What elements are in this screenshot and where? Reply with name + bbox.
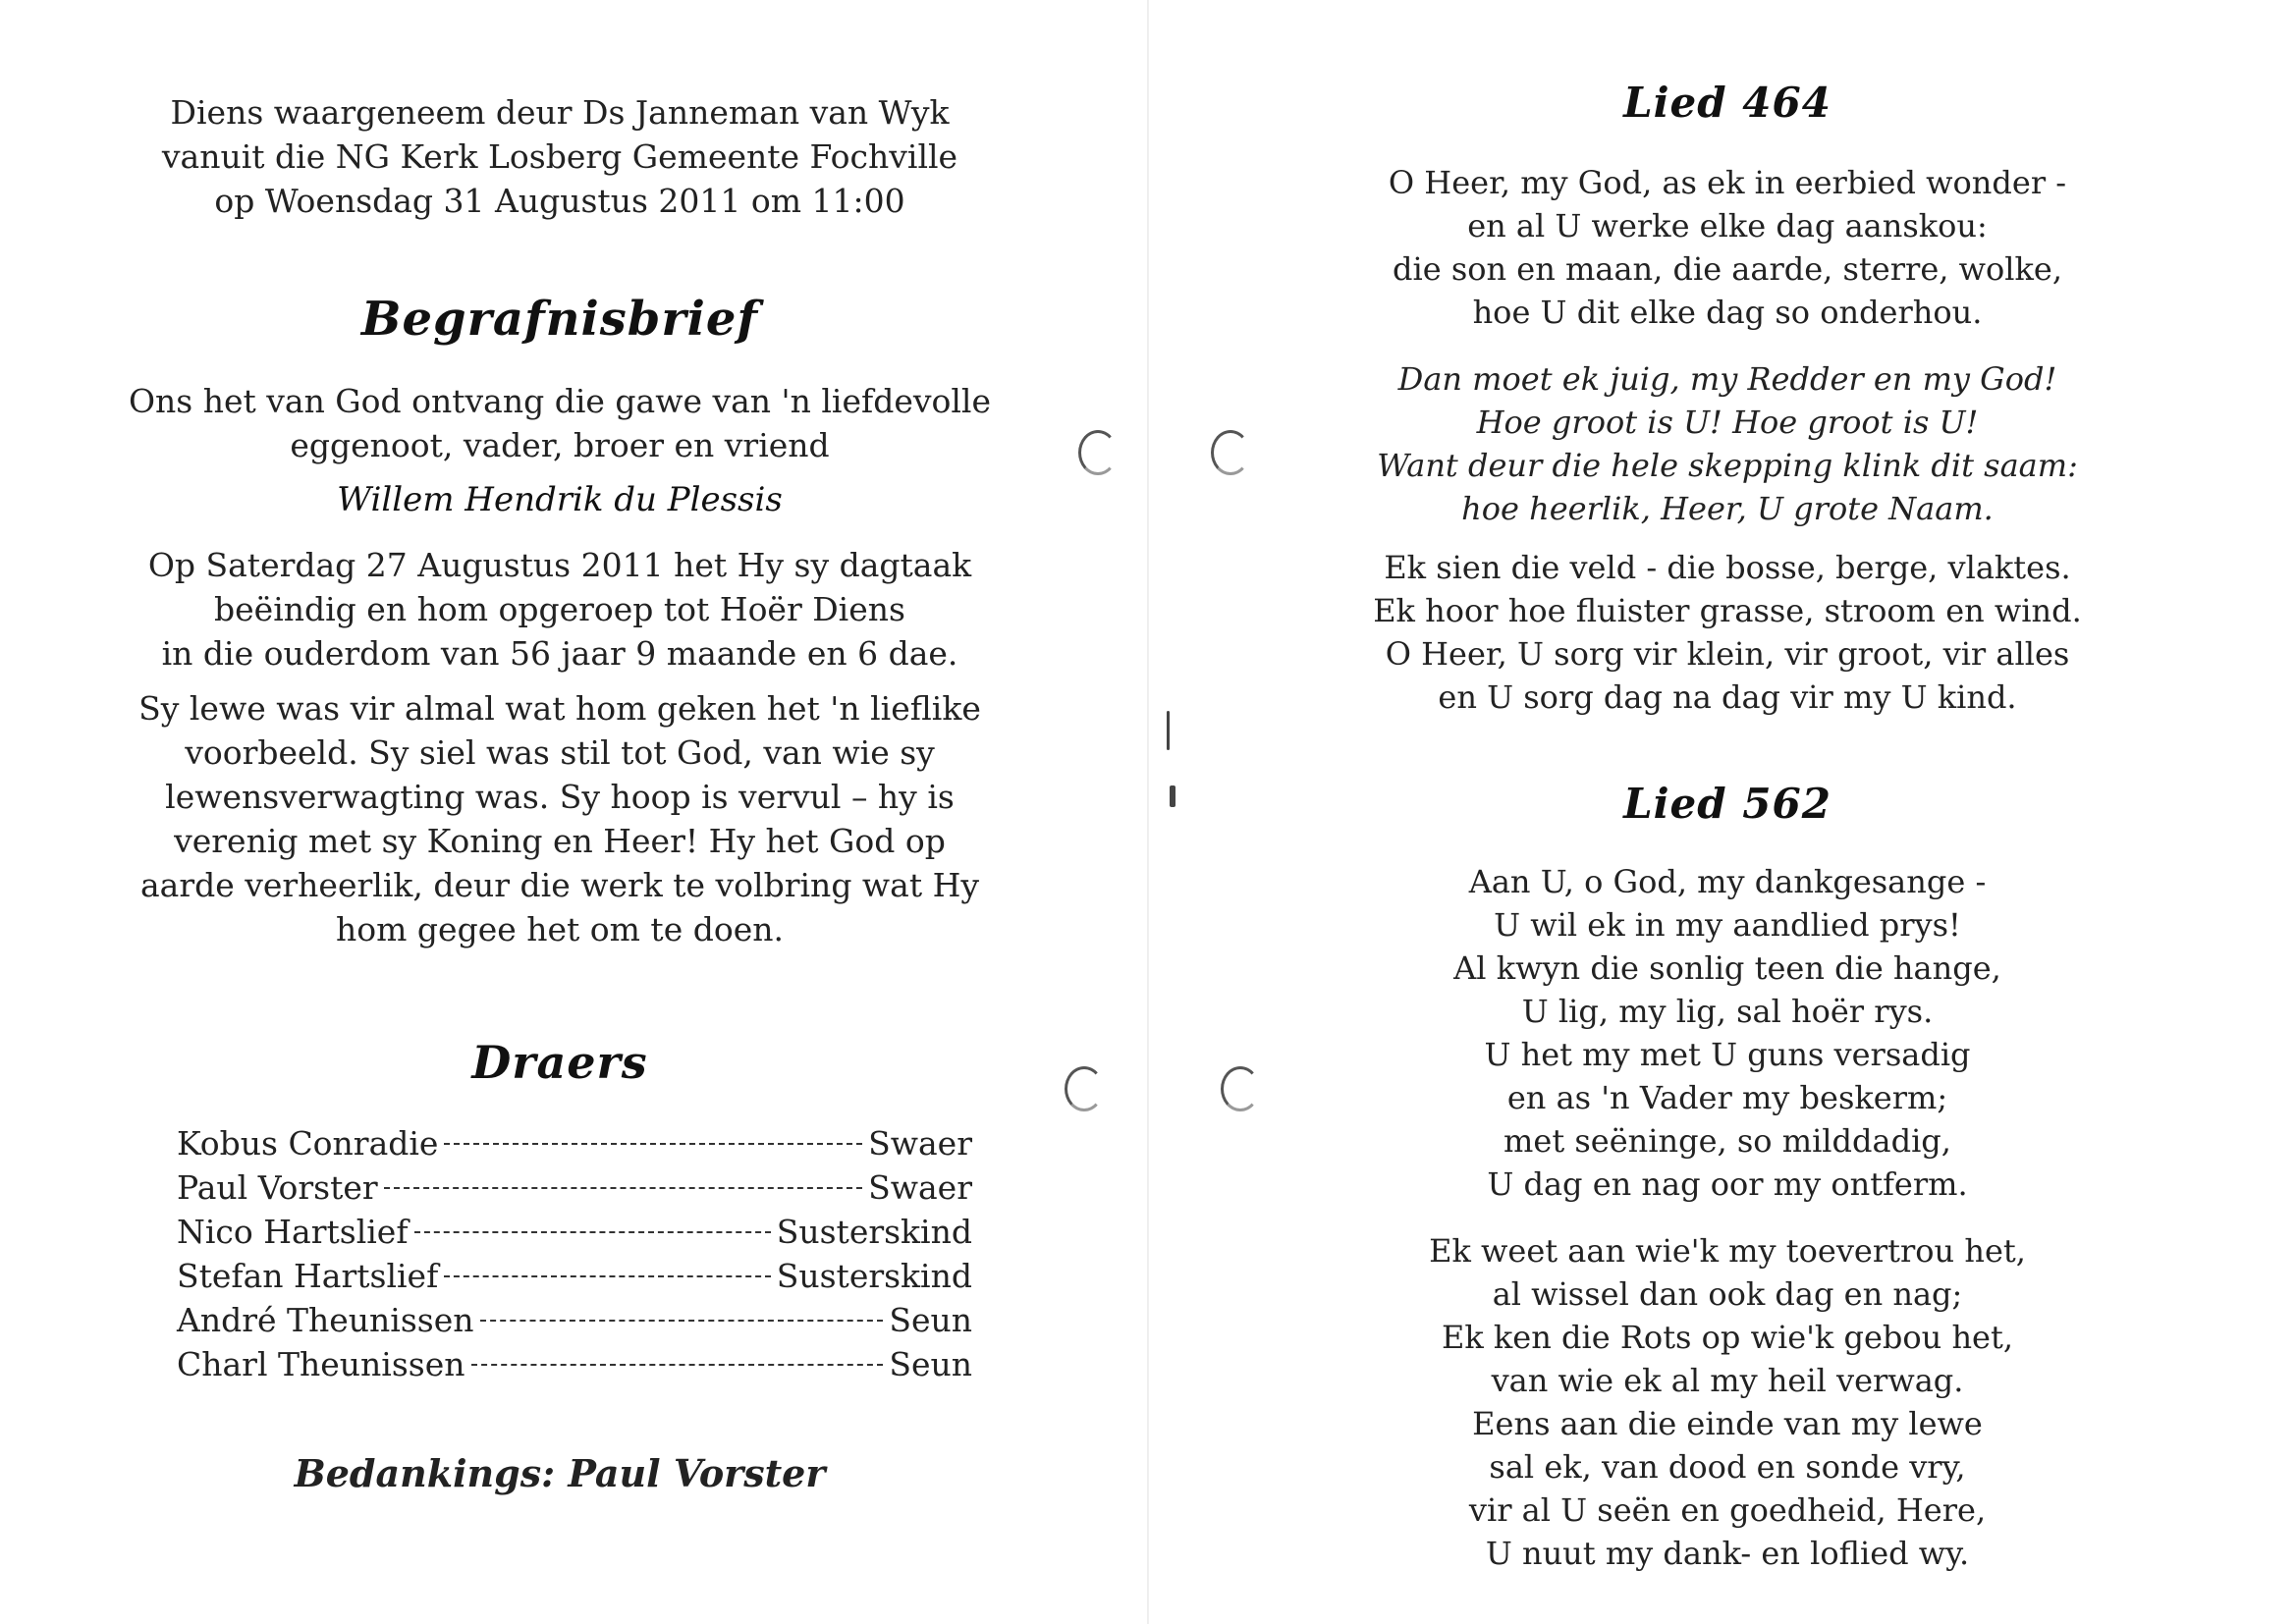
right-page <box>1148 0 2296 1624</box>
bearer-name: Charl Theunissen <box>177 1345 465 1383</box>
lyric-line: Hoe groot is U! Hoe groot is U! <box>1476 404 1979 441</box>
lyric-line: die son en maan, die aarde, sterre, wolke, <box>1393 250 2062 288</box>
lyric-line: vir al U seën en goedheid, Here, <box>1468 1491 1987 1529</box>
passing-line: Op Saterdag 27 Augustus 2011 het Hy sy dagtaak <box>147 546 972 584</box>
service-line: op Woensdag 31 Augustus 2011 om 11:00 <box>214 182 905 220</box>
lyric-line: Ek sien die veld - die bosse, berge, vlaktes. <box>1384 549 2071 586</box>
lyric-line: Al kwyn die sonlig teen die hange, <box>1453 949 2001 987</box>
tribute-line: lewensverwagting was. Sy hoop is vervul – hy is <box>165 778 955 816</box>
lyric-line: Ek weet aan wie'k my toevertrou het, <box>1429 1232 2026 1270</box>
tribute-line: verenig met sy Koning en Heer! Hy het God op <box>174 822 946 860</box>
hymn-stanza <box>1295 1229 2159 1575</box>
lyric-line: Ek hoor hoe fluister grasse, stroom en wind. <box>1373 592 2082 629</box>
bearer-role: Swaer <box>868 1168 972 1207</box>
lyric-line: Aan U, o God, my dankgesange - <box>1468 863 1987 900</box>
intro-paragraph <box>128 379 992 467</box>
bearer-role: Seun <box>889 1301 972 1339</box>
hymn-stanza <box>1295 860 2159 1206</box>
letter-title: Begrafnisbrief <box>360 292 759 347</box>
lyric-line: hoe heerlik, Heer, U grote Naam. <box>1461 490 1994 527</box>
lyric-line: sal ek, van dood en sonde vry, <box>1489 1448 1966 1486</box>
lyric-line: O Heer, U sorg vir klein, vir groot, vir alles <box>1385 635 2070 673</box>
tribute-paragraph <box>128 686 992 951</box>
lyric-line: Eens aan die einde van my lewe <box>1472 1405 1983 1442</box>
dotted-leader <box>444 1143 862 1145</box>
bearer-row <box>177 1342 972 1386</box>
dotted-leader <box>480 1320 884 1322</box>
bearers-list <box>177 1121 972 1386</box>
passing-line: in die ouderdom van 56 jaar 9 maande en 6 dae. <box>161 634 958 673</box>
bearer-row <box>177 1298 972 1342</box>
punch-hole-icon <box>1078 430 1118 475</box>
bearer-role: Susterskind <box>776 1213 972 1251</box>
bearer-row <box>177 1254 972 1298</box>
service-details <box>128 90 992 223</box>
intro-line: Ons het van God ontvang die gawe van 'n liefdevolle <box>128 382 992 420</box>
dotted-leader <box>444 1275 770 1277</box>
lyric-line: en U sorg dag na dag vir my U kind. <box>1438 678 2017 716</box>
lyric-line: van wie ek al my heil verwag. <box>1491 1362 1964 1399</box>
lyric-line: U lig, my lig, sal hoër rys. <box>1521 993 1934 1030</box>
lyric-line: hoe U dit elke dag so onderhou. <box>1472 294 1983 331</box>
service-line: Diens waargeneem deur Ds Janneman van Wyk <box>170 93 950 132</box>
lyric-line: Dan moet ek juig, my Redder en my God! <box>1397 360 2057 398</box>
tribute-line: Sy lewe was vir almal wat hom geken het 'n lieflike <box>138 689 981 728</box>
punch-hole-icon <box>1065 1066 1104 1111</box>
deceased-name: Willem Hendrik du Plessis <box>337 480 783 519</box>
lyric-line: al wissel dan ook dag en nag; <box>1492 1275 1963 1313</box>
tribute-line: hom gegee het om te doen. <box>336 910 784 948</box>
paper-mark-icon <box>1167 711 1170 750</box>
bearer-role: Swaer <box>868 1124 972 1163</box>
lyric-line: met seëninge, so milddadig, <box>1503 1122 1951 1160</box>
lyric-line: U dag en nag oor my ontferm. <box>1487 1165 1968 1203</box>
hymn-title: Lied 562 <box>1623 780 1831 828</box>
bearer-name: André Theunissen <box>177 1301 474 1339</box>
bearer-row <box>177 1121 972 1165</box>
dotted-leader <box>384 1187 863 1189</box>
hymn-title: Lied 464 <box>1623 79 1831 127</box>
tribute-line: aarde verheerlik, deur die werk te volbring wat Hy <box>139 866 980 904</box>
thanks-line: Bedankings: Paul Vorster <box>294 1451 826 1495</box>
hymn-stanza <box>1295 546 2159 719</box>
dotted-leader <box>414 1231 771 1233</box>
service-line: vanuit die NG Kerk Losberg Gemeente Fochville <box>161 137 958 176</box>
bearers-title: Draers <box>471 1036 648 1089</box>
lyric-line: U het my met U guns versadig <box>1484 1036 1971 1073</box>
passing-paragraph <box>128 543 992 676</box>
hymn-stanza <box>1295 161 2159 334</box>
punch-hole-icon <box>1211 430 1250 475</box>
hymn-chorus <box>1295 357 2159 530</box>
lyric-line: en al U werke elke dag aanskou: <box>1467 207 1988 244</box>
bearer-name: Nico Hartslief <box>177 1213 409 1251</box>
bearer-name: Paul Vorster <box>177 1168 378 1207</box>
punch-hole-icon <box>1221 1066 1260 1111</box>
passing-line: beëindig en hom opgeroep tot Hoër Diens <box>214 590 905 628</box>
bearer-row <box>177 1165 972 1210</box>
dotted-leader <box>471 1364 884 1366</box>
lyric-line: Ek ken die Rots op wie'k gebou het, <box>1441 1319 2014 1356</box>
bearer-name: Kobus Conradie <box>177 1124 439 1163</box>
bearer-role: Seun <box>889 1345 972 1383</box>
paper-mark-icon <box>1170 785 1175 807</box>
lyric-line: en as 'n Vader my beskerm; <box>1506 1079 1948 1116</box>
tribute-line: voorbeeld. Sy siel was stil tot God, van wie sy <box>185 733 935 772</box>
intro-line: eggenoot, vader, broer en vriend <box>290 426 830 464</box>
bearer-role: Susterskind <box>776 1257 972 1295</box>
bearer-row <box>177 1210 972 1254</box>
lyric-line: U wil ek in my aandlied prys! <box>1494 906 1961 944</box>
lyric-line: U nuut my dank- en loflied wy. <box>1485 1535 1970 1572</box>
bearer-name: Stefan Hartslief <box>177 1257 439 1295</box>
lyric-line: O Heer, my God, as ek in eerbied wonder - <box>1388 164 2067 201</box>
lyric-line: Want deur die hele skepping klink dit saam: <box>1377 447 2078 484</box>
